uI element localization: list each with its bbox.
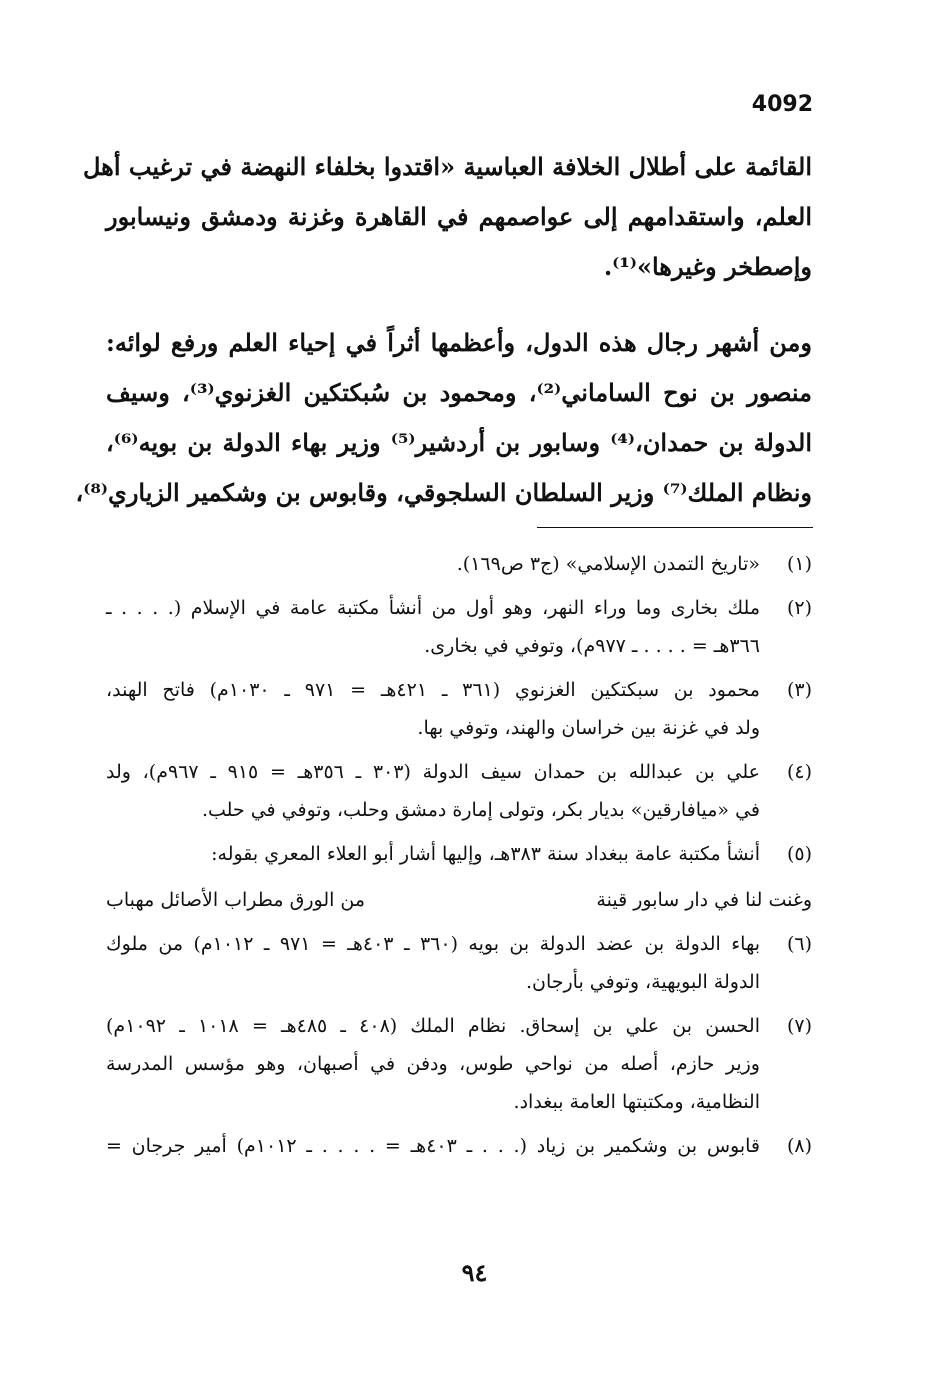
footnote-line: ولد في غزنة بين خراسان والهند، وتوفي بها. (417, 717, 760, 739)
footnote-5 (106, 835, 812, 873)
text-line: وإصطخر وغيرها»⁽¹⁾. (603, 252, 812, 281)
footnote-number: (١) (786, 553, 812, 575)
footnote-line: «تاريخ التمدن الإسلامي» (ج٣ ص١٦٩). (456, 553, 760, 575)
footnote-number: (٣) (786, 679, 812, 701)
text-line: ونظام الملك⁽⁷⁾ وزير السلطان السلجوقي، وقابوس بن وشكمير الزياري⁽⁸⁾، (75, 478, 812, 507)
text-line: الدولة بن حمدان،⁽⁴⁾ وسابور بن أردشير⁽⁵⁾ وزير بهاء الدولة بن بويه⁽⁶⁾، (106, 428, 813, 457)
main-text (75, 142, 813, 518)
footnote-number: (٥) (786, 843, 812, 865)
footnote-line: الحسن بن علي بن إسحاق. نظام الملك (٤٠٨ ـ ٤٨٥هـ = ١٠١٨ ـ ١٠٩٢م) (106, 1015, 760, 1037)
footnote-number: (٢) (786, 597, 812, 619)
footnote-line: أنشأ مكتبة عامة ببغداد سنة ٣٨٣هـ، وإليها أشار أبو العلاء المعري بقوله: (211, 843, 760, 865)
footnote-line: ملك بخارى وما وراء النهر، وهو أول من أنشأ مكتبة عامة في الإسلام (. . . . ـ (106, 597, 760, 619)
verse-first-hemistich: وغنت لنا في دار سابور قينة (596, 889, 812, 911)
footnote-number: (٨) (786, 1135, 812, 1157)
page-id: 4092 (751, 92, 813, 117)
footnote-1 (106, 545, 812, 583)
footnote-line: محمود بن سبكتكين الغزنوي (٣٦١ ـ ٤٢١هـ = ٩٧١ ـ ١٠٣٠م) فاتح الهند، (106, 679, 760, 701)
page-number: ٩٤ (461, 1258, 488, 1287)
footnote-number: (٦) (786, 933, 812, 955)
poem-verse (106, 881, 812, 919)
footnote-number: (٧) (786, 1015, 812, 1037)
footnotes (106, 545, 812, 1171)
footnote-2 (106, 589, 812, 665)
text-line: العلم، واستقدامهم إلى عواصمهم في القاهرة وغزنة ودمشق ونيسابور (106, 202, 812, 231)
text-line: ومن أشهر رجال هذه الدول، وأعظمها أثراً في إحياء العلم ورفع لوائه: (106, 328, 812, 357)
footnote-line: قابوس بن وشكمير بن زياد (. . . ـ ٤٠٣هـ = . . . . ـ ١٠١٢م) أمير جرجان = (106, 1135, 760, 1157)
footnote-line: الدولة البويهية، وتوفي بأرجان. (525, 971, 760, 993)
text-line: القائمة على أطلال الخلافة العباسية «اقتدوا بخلفاء النهضة في ترغيب أهل (83, 152, 812, 181)
footnote-4 (106, 753, 812, 829)
footnote-line: علي بن عبدالله بن حمدان سيف الدولة (٣٠٣ ـ ٣٥٦هـ = ٩١٥ ـ ٩٦٧م)، ولد (106, 761, 761, 783)
footnote-line: بهاء الدولة بن عضد الدولة بن بويه (٣٦٠ ـ ٤٠٣هـ = ٩٧١ ـ ١٠١٢م) من ملوك (106, 933, 761, 955)
footnote-7 (106, 1007, 812, 1121)
verse-second-hemistich: من الورق مطراب الأصائل مهباب (106, 889, 366, 911)
footnote-line: النظامية، ومكتبتها العامة ببغداد. (513, 1091, 760, 1113)
footnote-8 (106, 1127, 812, 1165)
footnote-number: (٤) (786, 761, 812, 783)
text-line: منصور بن نوح الساماني⁽²⁾، ومحمود بن سُبكتكين الغزنوي⁽³⁾، وسيف (106, 378, 813, 407)
footnote-line: ٣٦٦هـ = . . . . ـ ٩٧٧م)، وتوفي في بخارى. (424, 635, 760, 657)
footnote-divider (537, 527, 813, 528)
footnote-3 (106, 671, 812, 747)
footnote-line: وزير حازم، أصله من نواحي طوس، ودفن في أصبهان، وهو مؤسس المدرسة (106, 1053, 760, 1075)
footnote-6 (106, 925, 812, 1001)
footnote-line: في «ميافارقين» بديار بكر، وتولى إمارة دمشق وحلب، وتوفي في حلب. (201, 799, 760, 821)
